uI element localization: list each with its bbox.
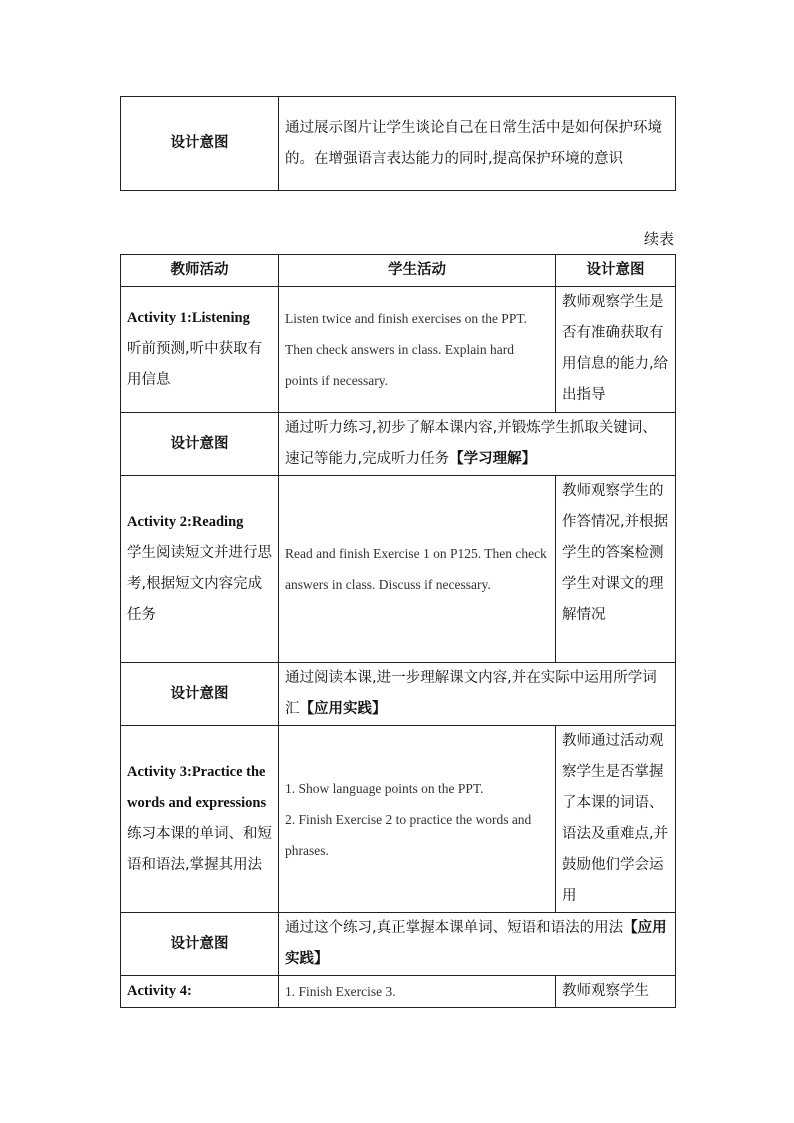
table-row bbox=[121, 476, 676, 663]
table-row bbox=[121, 726, 676, 913]
student-activity-text: 1. Show language points on the PPT. bbox=[285, 780, 484, 796]
table-row bbox=[121, 976, 676, 1008]
student-activity-cell: 1. Finish Exercise 3. bbox=[279, 976, 556, 1008]
teacher-activity-cell bbox=[121, 726, 279, 913]
student-activity-cell bbox=[279, 726, 556, 913]
design-text: 通过这个练习,真正掌握本课单词、短语和语法的用法 bbox=[285, 920, 624, 936]
design-text: 通过阅读本课,进一步理解课文内容,并在实际中运用所学词汇 bbox=[285, 670, 657, 717]
design-intent-cell: 教师观察学生 bbox=[556, 976, 676, 1008]
table-row bbox=[121, 287, 676, 413]
design-intent-cell: 教师通过活动观察学生是否掌握了本课的词语、语法及重难点,并鼓励他们学会运用 bbox=[556, 726, 676, 913]
header-student-activity: 学生活动 bbox=[279, 255, 556, 287]
student-activity-text: 2. Finish Exercise 2 to practice the words and phrases. bbox=[285, 811, 532, 858]
design-intent-label: 设计意图 bbox=[121, 663, 279, 726]
table-row bbox=[121, 663, 676, 726]
table-row bbox=[121, 413, 676, 476]
teacher-activity-cell bbox=[121, 476, 279, 663]
activity-description: 听前预测,听中获取有用信息 bbox=[127, 341, 263, 388]
design-intent-text: 通过展示图片让学生谈论自己在日常生活中是如何保护环境的。在增强语言表达能力的同时,提高保护环境的意识 bbox=[279, 97, 676, 191]
table-header-row bbox=[121, 255, 676, 287]
design-intent-cell: 教师观察学生的作答情况,并根据学生的答案检测学生对课文的理解情况 bbox=[556, 476, 676, 663]
design-intent-label: 设计意图 bbox=[121, 97, 279, 191]
design-tag: 【应用实践】 bbox=[299, 701, 387, 717]
activity-title: Activity 3:Practice the words and expressions bbox=[127, 764, 267, 811]
design-intent-label: 设计意图 bbox=[121, 413, 279, 476]
activity-title: Activity 1:Listening bbox=[127, 310, 250, 326]
teacher-activity-cell: Activity 4: bbox=[121, 976, 279, 1008]
design-intent-label: 设计意图 bbox=[121, 913, 279, 976]
student-activity-cell bbox=[279, 287, 556, 413]
design-tag: 【学习理解】 bbox=[449, 451, 537, 467]
activity-table bbox=[120, 254, 676, 1008]
continued-label: 续表 bbox=[643, 230, 674, 248]
design-intent-cell: 教师观察学生是否有准确获取有用信息的能力,给出指导 bbox=[556, 287, 676, 413]
student-activity-text: Read and finish Exercise 1 on P125. Then check answers in class. Discuss if necessary. bbox=[285, 546, 547, 592]
design-tag: 【应用实践】 bbox=[285, 920, 667, 967]
design-intent-text bbox=[279, 413, 676, 476]
header-design-intent: 设计意图 bbox=[556, 255, 676, 287]
design-intent-text bbox=[279, 913, 676, 976]
student-activity-cell bbox=[279, 476, 556, 663]
design-text: 通过听力练习,初步了解本课内容,并锻炼学生抓取关键词、速记等能力,完成听力任务 bbox=[285, 420, 657, 467]
activity-description: 学生阅读短文并进行思考,根据短文内容完成任务 bbox=[127, 545, 272, 623]
activity-description: 练习本课的单词、和短语和语法,掌握其用法 bbox=[127, 826, 272, 873]
table-row bbox=[121, 97, 676, 191]
teacher-activity-cell bbox=[121, 287, 279, 413]
activity-title: Activity 2:Reading bbox=[127, 514, 244, 530]
design-intent-text bbox=[279, 663, 676, 726]
top-design-table bbox=[120, 96, 676, 191]
table-row bbox=[121, 913, 676, 976]
student-activity-text: Listen twice and finish exercises on the PPT. Then check answers in class. Explain hard points if necessary. bbox=[285, 311, 527, 388]
header-teacher-activity: 教师活动 bbox=[121, 255, 279, 287]
